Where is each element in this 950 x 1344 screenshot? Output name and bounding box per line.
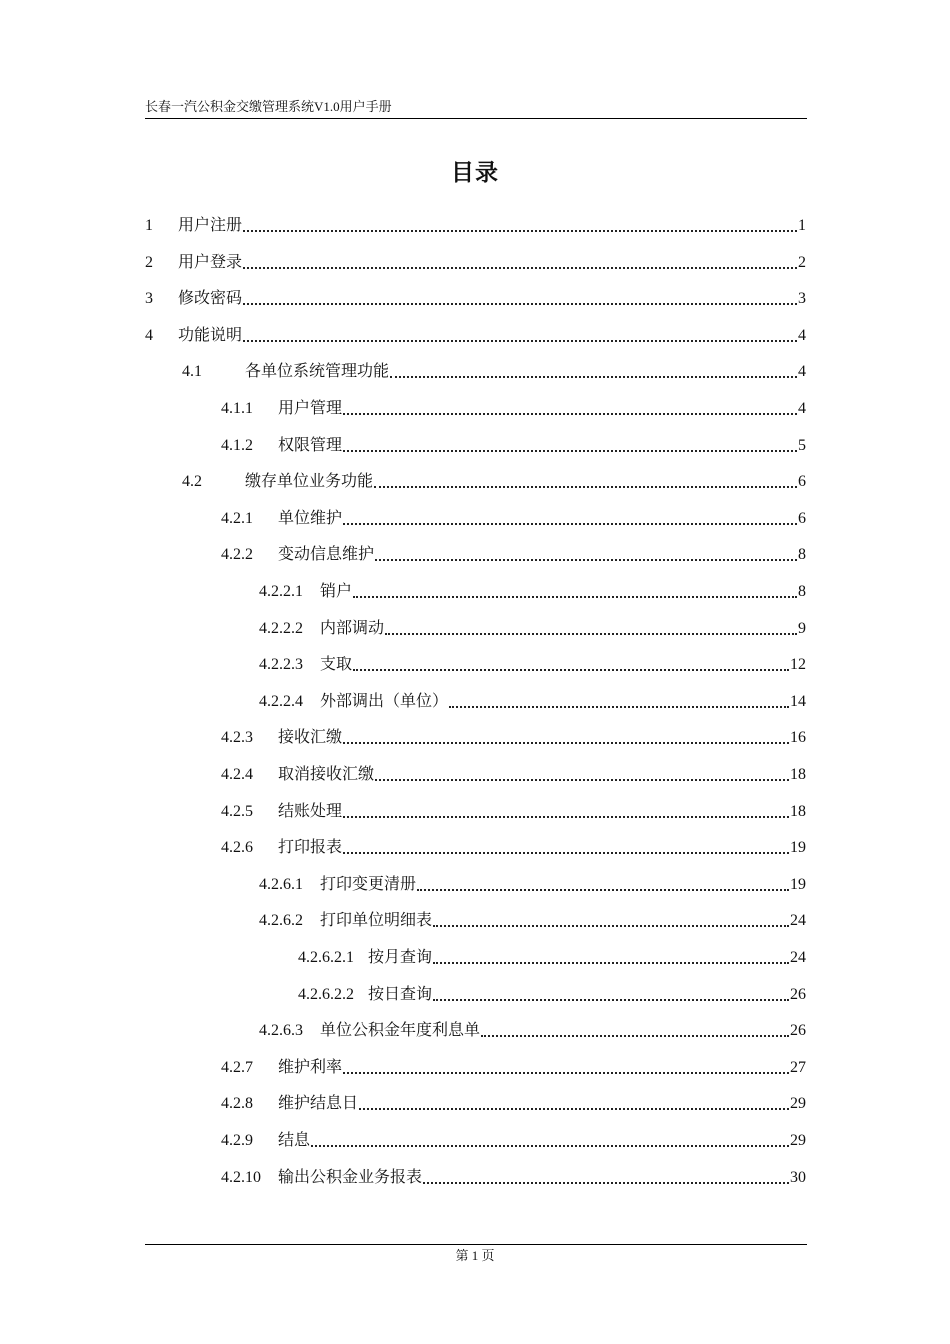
toc-entry-number: 4.2.6.2.2: [298, 985, 354, 1003]
toc-entry[interactable]: [259, 1019, 806, 1041]
toc-entry-number: 4: [145, 326, 153, 344]
toc-entry[interactable]: [221, 1056, 806, 1078]
toc-entry[interactable]: [298, 946, 806, 968]
toc-entry-label: 维护利率: [278, 1058, 343, 1076]
toc-entry-label: 接收汇缴: [278, 729, 343, 747]
toc-entry-number: 4.2.8: [221, 1095, 253, 1113]
running-header: 长春一汽公积金交缴管理系统V1.0用户手册: [145, 99, 392, 114]
dot-leader: [375, 779, 789, 781]
toc-entry-label: 外部调出（单位）: [320, 692, 449, 710]
toc-entry-page-number: 4: [798, 326, 806, 344]
dot-leader: [433, 925, 789, 927]
toc-entry-page-number: 16: [790, 729, 806, 747]
toc-entry-number: 4.2.3: [221, 729, 253, 747]
toc-entry-page-number: 24: [790, 912, 806, 930]
toc-entry-page-number: 6: [798, 473, 806, 491]
toc-entry-page-number: 19: [790, 839, 806, 857]
toc-entry-number: 4.2.6: [221, 839, 253, 857]
dot-leader: [385, 633, 797, 635]
dot-leader: [417, 889, 789, 891]
toc-entry-label: 用户登录: [178, 253, 243, 271]
toc-entry-label: 销户: [320, 583, 353, 600]
toc-entry-page-number: 26: [790, 1022, 806, 1040]
toc-entry-label: 按月查询: [368, 949, 433, 966]
toc-title: 目录: [451, 160, 499, 186]
toc-entry-page-number: 4: [798, 400, 806, 417]
toc-entry[interactable]: [221, 507, 806, 529]
dot-leader: [353, 596, 797, 598]
toc-entry-number: 4.2: [182, 473, 202, 491]
toc-entry-page-number: 2: [798, 253, 806, 271]
toc-entry-label: 单位公积金年度利息单: [320, 1022, 481, 1040]
toc-entry-number: 4.1: [182, 363, 202, 381]
toc-entry-label: 用户管理: [278, 400, 343, 417]
toc-entry-label: 打印单位明细表: [320, 912, 433, 930]
toc-entry-number: 2: [145, 253, 153, 271]
toc-entry-page-number: 4: [798, 363, 806, 381]
toc-entry-label: 缴存单位业务功能: [245, 473, 374, 491]
toc-entry[interactable]: [259, 653, 806, 675]
toc-entry-number: 3: [145, 290, 153, 308]
toc-entry-number: 4.2.6.1: [259, 875, 303, 893]
dot-leader: [343, 523, 797, 525]
dot-leader: [433, 962, 789, 964]
toc-entry-page-number: 3: [798, 290, 806, 308]
toc-entry[interactable]: [259, 909, 806, 931]
toc-entry[interactable]: [221, 434, 806, 456]
toc-entry[interactable]: [182, 360, 806, 382]
toc-entry-page-number: 18: [790, 766, 806, 783]
toc-entry-number: 4.2.2.1: [259, 583, 303, 600]
toc-entry-page-number: 29: [790, 1132, 806, 1149]
toc-entry-page-number: 30: [790, 1168, 806, 1186]
dot-leader: [375, 559, 797, 561]
toc-entry-label: 打印报表: [278, 839, 343, 857]
dot-leader: [311, 1145, 789, 1147]
toc-entry-page-number: 12: [790, 656, 806, 674]
toc-entry[interactable]: [221, 726, 806, 748]
toc-entry-number: 4.2.2.4: [259, 692, 303, 710]
toc-entry[interactable]: [259, 690, 806, 712]
dot-leader: [243, 303, 797, 305]
toc-entry-page-number: 24: [790, 949, 806, 966]
dot-leader: [343, 816, 789, 818]
toc-entry-label: 按日查询: [368, 985, 433, 1003]
dot-leader: [243, 340, 797, 342]
toc-entry-label: 修改密码: [178, 290, 243, 308]
toc-entry-number: 4.1.1: [221, 400, 253, 417]
toc-entry-label: 输出公积金业务报表: [278, 1168, 423, 1186]
dot-leader: [374, 486, 797, 488]
toc-entry[interactable]: [259, 580, 806, 602]
toc-entry-number: 4.2.10: [221, 1168, 261, 1186]
dot-leader: [343, 742, 789, 744]
toc-entry-number: 4.2.4: [221, 766, 253, 783]
toc-entry-number: 4.2.6.3: [259, 1022, 303, 1040]
dot-leader: [343, 1072, 789, 1074]
toc-entry-number: 4.2.6.2.1: [298, 949, 354, 966]
toc-entry-label: 取消接收汇缴: [278, 766, 375, 783]
dot-leader: [243, 267, 797, 269]
dot-leader: [481, 1035, 789, 1037]
toc-entry-number: 4.2.1: [221, 509, 253, 527]
toc-entry[interactable]: [145, 251, 806, 273]
toc-entry[interactable]: [298, 983, 806, 1005]
dot-leader: [390, 376, 797, 378]
dot-leader: [423, 1182, 789, 1184]
toc-entry[interactable]: [182, 470, 806, 492]
toc-entry[interactable]: [221, 1166, 806, 1188]
header-divider: [145, 118, 807, 119]
dot-leader: [353, 669, 789, 671]
toc-entry-page-number: 8: [798, 546, 806, 564]
toc-entry-label: 结息: [278, 1132, 311, 1149]
toc-entry[interactable]: [259, 873, 806, 895]
toc-entry-number: 4.2.6.2: [259, 912, 303, 930]
toc-entry[interactable]: [145, 287, 806, 309]
toc-entry-number: 4.2.2: [221, 546, 253, 564]
footer-divider: [145, 1244, 807, 1245]
toc-entry-page-number: 14: [790, 692, 806, 710]
dot-leader: [343, 450, 797, 452]
toc-entry-number: 4.2.2.3: [259, 656, 303, 674]
toc-entry[interactable]: [145, 324, 806, 346]
toc-entry[interactable]: [221, 397, 806, 419]
toc-entry-number: 4.2.5: [221, 802, 253, 820]
toc-entry-page-number: 29: [790, 1095, 806, 1113]
toc-entry-page-number: 8: [798, 583, 806, 600]
toc-entry-label: 内部调动: [320, 619, 385, 637]
dot-leader: [359, 1108, 789, 1110]
toc-entry-label: 维护结息日: [278, 1095, 359, 1113]
toc-entry-page-number: 1: [798, 217, 806, 234]
toc-entry-label: 用户注册: [178, 217, 243, 234]
toc-entry-label: 支取: [320, 656, 353, 674]
toc-entry-number: 4.1.2: [221, 436, 253, 454]
toc-entry-page-number: 18: [790, 802, 806, 820]
toc-entry[interactable]: [259, 617, 806, 639]
toc-entry-label: 权限管理: [278, 436, 343, 454]
toc-entry-page-number: 27: [790, 1058, 806, 1076]
page-number: 第 1 页: [455, 1248, 495, 1263]
toc-entry-label: 结账处理: [278, 802, 343, 820]
toc-entry-page-number: 9: [798, 619, 806, 637]
toc-entry-page-number: 19: [790, 875, 806, 893]
dot-leader: [449, 706, 789, 708]
toc-entry[interactable]: [221, 543, 806, 565]
dot-leader: [243, 230, 797, 232]
toc-entry-page-number: 26: [790, 985, 806, 1003]
toc-entry-label: 打印变更清册: [320, 875, 417, 893]
toc-entry-page-number: 5: [798, 436, 806, 454]
toc-entry-label: 变动信息维护: [278, 546, 375, 564]
toc-entry-page-number: 6: [798, 509, 806, 527]
toc-entry[interactable]: [221, 1092, 806, 1114]
toc-entry-number: 4.2.9: [221, 1132, 253, 1149]
toc-entry[interactable]: [221, 800, 806, 822]
toc-entry-label: 单位维护: [278, 509, 343, 527]
toc-entry-number: 4.2.7: [221, 1058, 253, 1076]
toc-entry-label: 功能说明: [178, 326, 243, 344]
toc-entry[interactable]: [221, 836, 806, 858]
dot-leader: [343, 852, 789, 854]
dot-leader: [343, 413, 797, 415]
toc-entry-label: 各单位系统管理功能: [245, 363, 390, 381]
dot-leader: [433, 999, 789, 1001]
toc-entry-number: 4.2.2.2: [259, 619, 303, 637]
toc-entry[interactable]: [221, 1129, 806, 1151]
toc-entry-number: 1: [145, 217, 153, 234]
toc-entry[interactable]: [221, 763, 806, 785]
toc-entry[interactable]: [145, 214, 806, 236]
